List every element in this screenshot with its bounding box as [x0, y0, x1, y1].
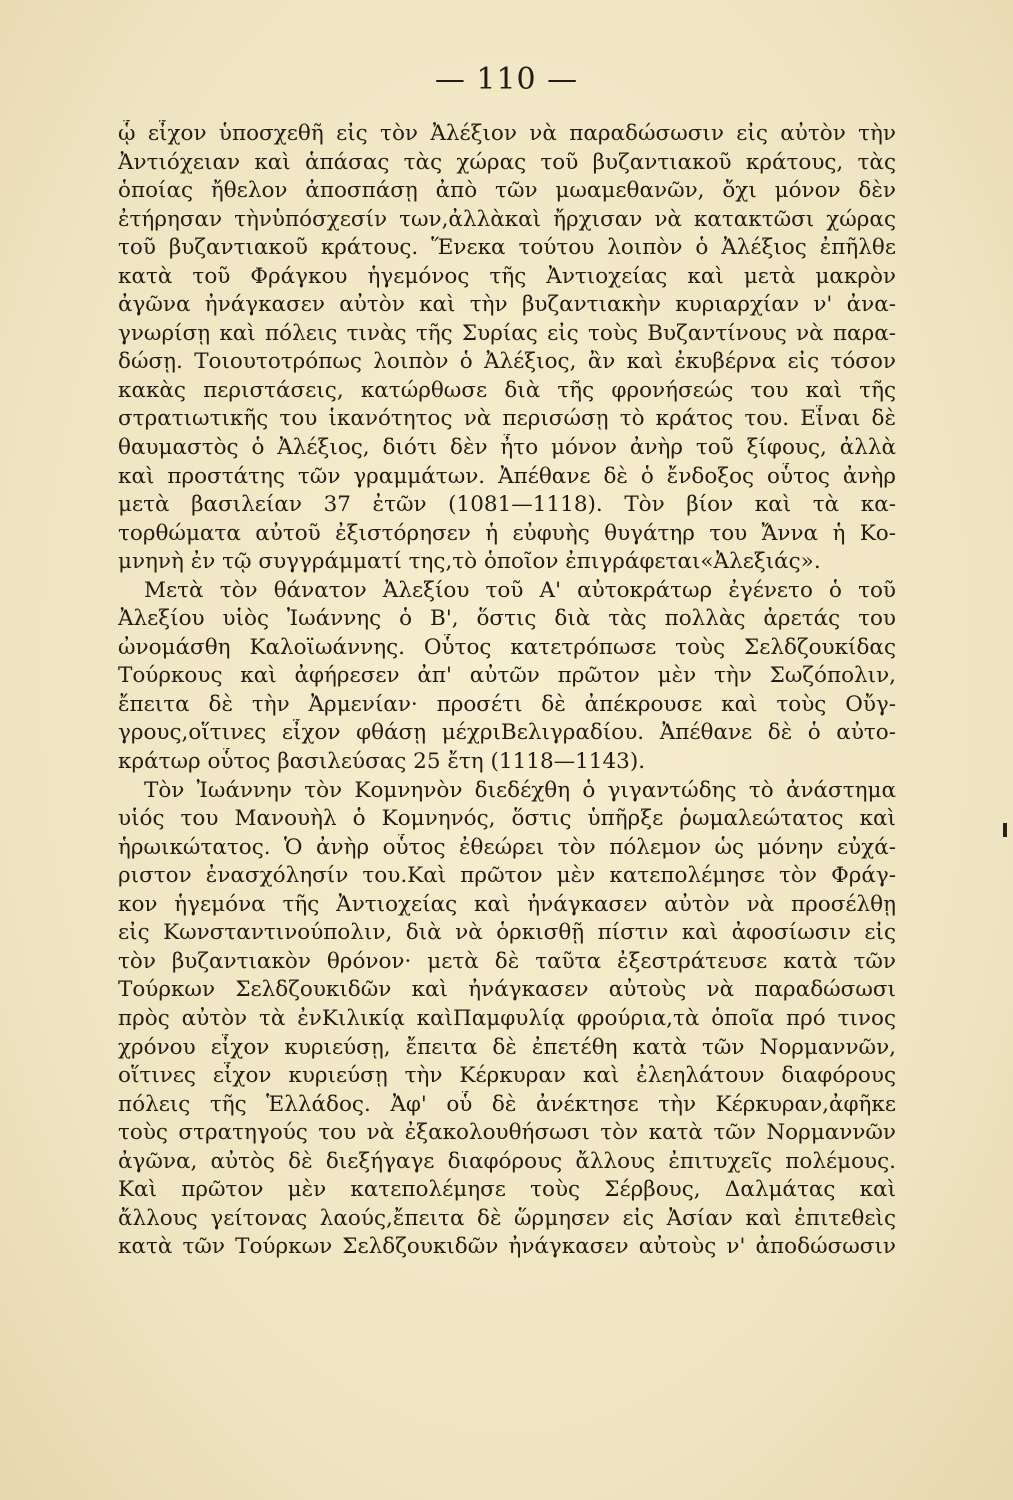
text-line: ἀγῶνα ἠνάγκασεν αὐτὸν καὶ τὴν βυζαντιακὴν κυριαρχίαν ν' ἀνα- — [118, 292, 896, 318]
text-line: Καὶ πρῶτον μὲν κατεπολέμησε τοὺς Σέρβους, Δαλμάτας καὶ — [118, 1177, 896, 1203]
text-line: Τὸν Ἰωάννην τὸν Κομνηνὸν διεδέχθη ὁ γιγαντώδης τὸ ἀνάστημα — [144, 777, 896, 803]
text-line: πόλεις τῆς Ἑλλάδος. Ἀφ' οὗ δὲ ἀνέκτησε τὴν Κέρκυραν,ἀφῆκε — [118, 1091, 896, 1117]
margin-mark — [1003, 823, 1007, 837]
text-line: μετὰ βασιλείαν 37 ἐτῶν (1081—1118). Τὸν βίον καὶ τὰ κα- — [118, 492, 896, 518]
text-line: εἰς Κωνσταντινούπολιν, διὰ νὰ ὁρκισθῇ πίστιν καὶ ἀφοσίωσιν εἰς — [118, 920, 896, 946]
text-line: γρους,οἵτινες εἶχον φθάσῃ μέχριΒελιγραδίου. Ἀπέθανε δὲ ὁ αὐτο- — [118, 720, 896, 746]
text-line: Μετὰ τὸν θάνατον Ἀλεξίου τοῦ Α' αὐτοκράτωρ ἐγένετο ὁ τοῦ — [144, 577, 896, 603]
page-number: — 110 — — [434, 62, 579, 97]
text-line: οἵτινες εἶχον κυριεύσῃ τὴν Κέρκυραν καὶ ἐλεηλάτουν διαφόρους — [118, 1063, 896, 1089]
text-line: κράτωρ οὗτος βασιλεύσας 25 ἔτη (1118—1143). — [118, 749, 646, 775]
text-line: τορθώματα αὐτοῦ ἐξιστόρησεν ἡ εὐφυὴς θυγάτηρ του Ἄννα ἡ Κο- — [118, 520, 896, 546]
text-line: τὸν βυζαντιακὸν θρόνον· μετὰ δὲ ταῦτα ἐξεστράτευσε κατὰ τῶν — [118, 948, 896, 974]
text-line: τοῦ βυζαντιακοῦ κράτους. Ἕνεκα τούτου λοιπὸν ὁ Ἀλέξιος ἐπῆλθε — [118, 235, 896, 261]
text-line: ἔπειτα δὲ τὴν Ἀρμενίαν· προσέτι δὲ ἀπέκρουσε καὶ τοὺς Οὔγ- — [118, 691, 896, 717]
text-line: ριστον ἐνασχόλησίν του.Καὶ πρῶτον μὲν κατεπολέμησε τὸν Φράγ- — [118, 863, 896, 889]
text-line: κατὰ τοῦ Φράγκου ἡγεμόνος τῆς Ἀντιοχείας καὶ μετὰ μακρὸν — [118, 263, 896, 289]
text-line: γνωρίσῃ καὶ πόλεις τινὰς τῆς Συρίας εἰς τοὺς Βυζαντίνους νὰ παρα- — [118, 320, 896, 346]
text-line: ἐτήρησαν τὴνὑπόσχεσίν των,ἀλλὰκαὶ ἤρχισαν νὰ κατακτῶσι χώρας — [118, 206, 896, 232]
text-line: ἡρωικώτατος. Ὁ ἀνὴρ οὗτος ἐθεώρει τὸν πόλεμον ὡς μόνην εὐχά- — [118, 834, 896, 860]
text-line: κον ἡγεμόνα τῆς Ἀντιοχείας καὶ ἠνάγκασεν αὐτὸν νὰ προσέλθῃ — [118, 891, 896, 917]
text-line: στρατιωτικῆς του ἱκανότητος νὰ περισώσῃ τὸ κράτος του. Εἶναι δὲ — [118, 406, 896, 432]
text-line: Τούρκων Σελδζουκιδῶν καὶ ἠνάγκασεν αὐτοὺς νὰ παραδώσωσι — [118, 977, 896, 1003]
text-line: Ἀντιόχειαν καὶ ἁπάσας τὰς χώρας τοῦ βυζαντιακοῦ κράτους, τὰς — [118, 149, 896, 175]
text-line: πρὸς αὐτὸν τὰ ἐνΚιλικίᾳ καὶΠαμφυλίᾳ φρούρια,τὰ ὁποῖα πρό τινος — [118, 1005, 896, 1031]
text-line: κακὰς περιστάσεις, κατώρθωσε διὰ τῆς φρονήσεώς του καὶ τῆς — [118, 377, 896, 403]
text-line: ὁποίας ἤθελον ἀποσπάσῃ ἀπὸ τῶν μωαμεθανῶν, ὄχι μόνον δὲν — [118, 178, 896, 204]
text-line: καὶ προστάτης τῶν γραμμάτων. Ἀπέθανε δὲ ὁ ἔνδοξος οὗτος ἀνὴρ — [118, 463, 896, 489]
text-line: ᾧ εἶχον ὑποσχεθῆ εἰς τὸν Ἀλέξιον νὰ παραδώσωσιν εἰς αὐτὸν τὴν — [118, 121, 896, 146]
text-line: ἄλλους γείτονας λαούς,ἔπειτα δὲ ὥρμησεν εἰς Ἀσίαν καὶ ἐπιτεθεὶς — [118, 1205, 896, 1231]
text-line: κατὰ τῶν Τούρκων Σελδζουκιδῶν ἠνάγκασεν αὐτοὺς ν' ἀποδώσωσιν — [118, 1234, 896, 1260]
text-line: Ἀλεξίου υἱὸς Ἰωάννης ὁ Β', ὅστις διὰ τὰς πολλὰς ἀρετάς του — [118, 606, 896, 632]
text-line: δώσῃ. Τοιουτοτρόπως λοιπὸν ὁ Ἀλέξιος, ἂν καὶ ἐκυβέρνα εἰς τόσον — [118, 349, 896, 375]
text-line: θαυμαστὸς ὁ Ἀλέξιος, διότι δὲν ἦτο μόνον ἀνὴρ τοῦ ξίφους, ἀλλὰ — [118, 435, 896, 461]
text-line: ἀγῶνα, αὐτὸς δὲ διεξήγαγε διαφόρους ἄλλους ἐπιτυχεῖς πολέμους. — [118, 1148, 896, 1174]
text-line: τοὺς στρατηγούς του νὰ ἐξακολουθήσωσι τὸν κατὰ τῶν Νορμαννῶν — [118, 1120, 896, 1146]
text-line: υἱός του Μανουὴλ ὁ Κομνηνός, ὅστις ὑπῆρξε ῥωμαλεώτατος καὶ — [118, 806, 896, 832]
body-text — [118, 120, 896, 1262]
text-line: χρόνου εἶχον κυριεύσῃ, ἔπειτα δὲ ἐπετέθη κατὰ τῶν Νορμαννῶν, — [118, 1034, 896, 1060]
text-line: Τούρκους καὶ ἀφήρεσεν ἀπ' αὐτῶν πρῶτον μὲν τὴν Σωζόπολιν, — [118, 663, 896, 689]
text-line: μνηνὴ ἐν τῷ συγγράμματί της,τὸ ὁποῖον ἐπιγράφεται«Ἀλεξιάς». — [118, 549, 821, 575]
text-line: ὠνομάσθη Καλοϊωάννης. Οὗτος κατετρόπωσε τοὺς Σελδζουκίδας — [118, 634, 896, 660]
